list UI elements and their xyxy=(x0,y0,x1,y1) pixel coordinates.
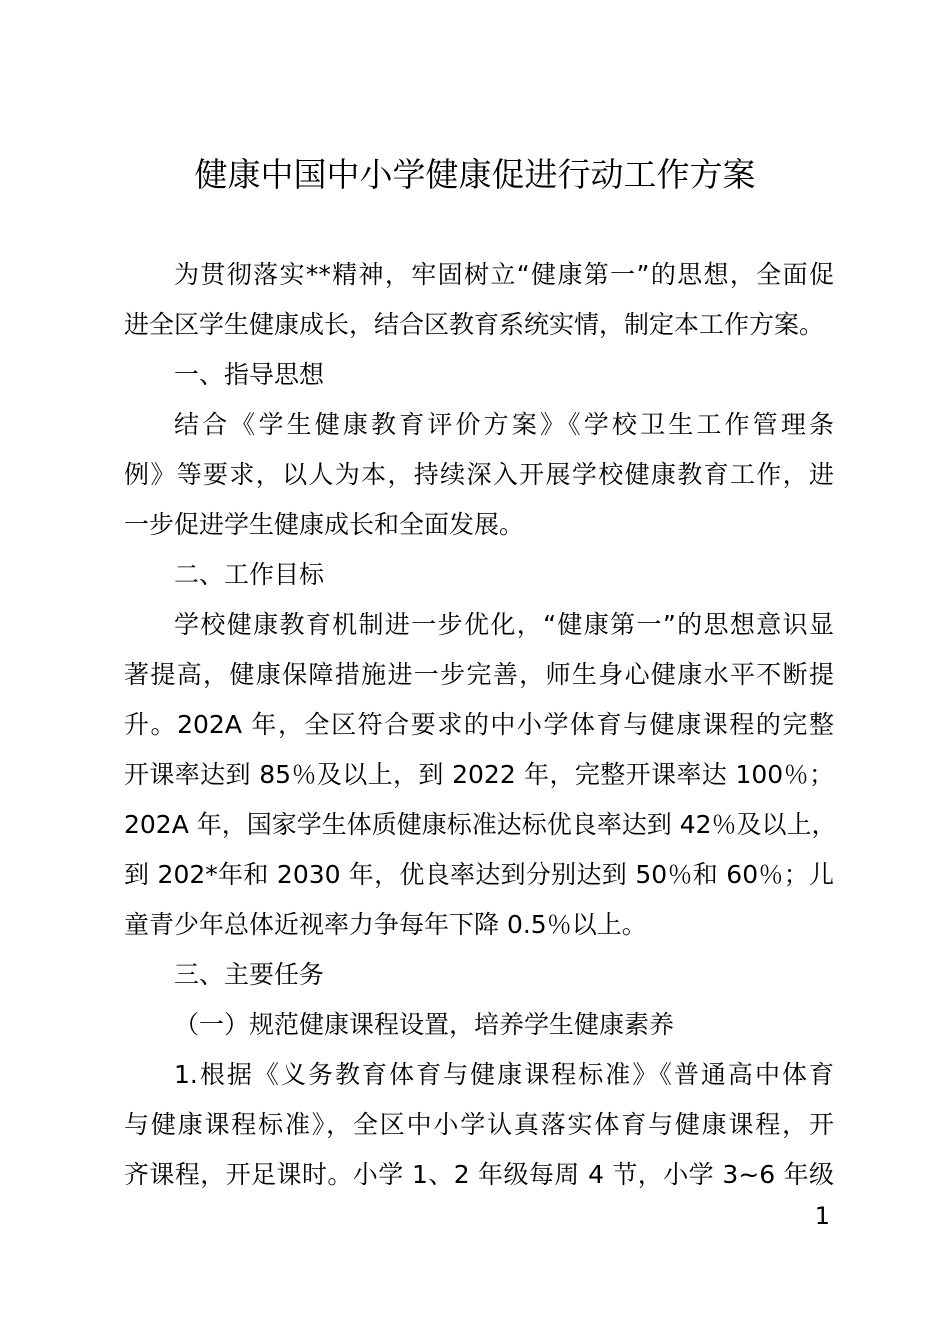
section1-line-3: 一步促进学生健康成长和全面发展。 xyxy=(124,510,525,539)
section3-line-2: 与健康课程标准》，全区中小学认真落实体育与健康课程，开 xyxy=(124,1110,834,1139)
page-number: 1 xyxy=(814,1202,830,1230)
section1-line-1: 结合《学生健康教育评价方案》《学校卫生工作管理条 xyxy=(174,410,834,439)
section2-line-3: 升。202A 年，全区符合要求的中小学体育与健康课程的完整 xyxy=(124,710,834,739)
section2-line-4: 开课率达到 85％及以上，到 2022 年，完整开课率达 100％； xyxy=(124,760,834,789)
section3-line-1: 1.根据《义务教育体育与健康课程标准》《普通高中体育 xyxy=(174,1060,834,1089)
section-heading-guiding-ideology: 一、指导思想 xyxy=(174,360,325,389)
section2-line-2: 著提高，健康保障措施进一步完善，师生身心健康水平不断提 xyxy=(124,660,834,689)
section2-line-7: 童青少年总体近视率力争每年下降 0.5％以上。 xyxy=(124,910,647,939)
document-title: 健康中国中小学健康促进行动工作方案 xyxy=(194,155,756,194)
section3-subheading: （一）规范健康课程设置，培养学生健康素养 xyxy=(174,1010,675,1039)
section3-line-3: 齐课程，开足课时。小学 1、2 年级每周 4 节，小学 3~6 年级 xyxy=(124,1160,834,1189)
section-heading-main-tasks: 三、主要任务 xyxy=(174,960,325,989)
section2-line-1: 学校健康教育机制进一步优化，“健康第一”的思想意识显 xyxy=(174,610,834,639)
section1-line-2: 例》等要求，以人为本，持续深入开展学校健康教育工作，进 xyxy=(124,460,834,489)
section2-line-5: 202A 年，国家学生体质健康标准达标优良率达到 42％及以上， xyxy=(124,810,837,839)
section2-line-6: 到 202*年和 2030 年，优良率达到分别达到 50％和 60％；儿 xyxy=(124,860,834,889)
intro-line-2: 进全区学生健康成长，结合区教育系统实情，制定本工作方案。 xyxy=(124,310,825,339)
section-heading-work-goals: 二、工作目标 xyxy=(174,560,325,589)
intro-line-1: 为贯彻落实**精神，牢固树立“健康第一”的思想，全面促 xyxy=(174,260,834,289)
